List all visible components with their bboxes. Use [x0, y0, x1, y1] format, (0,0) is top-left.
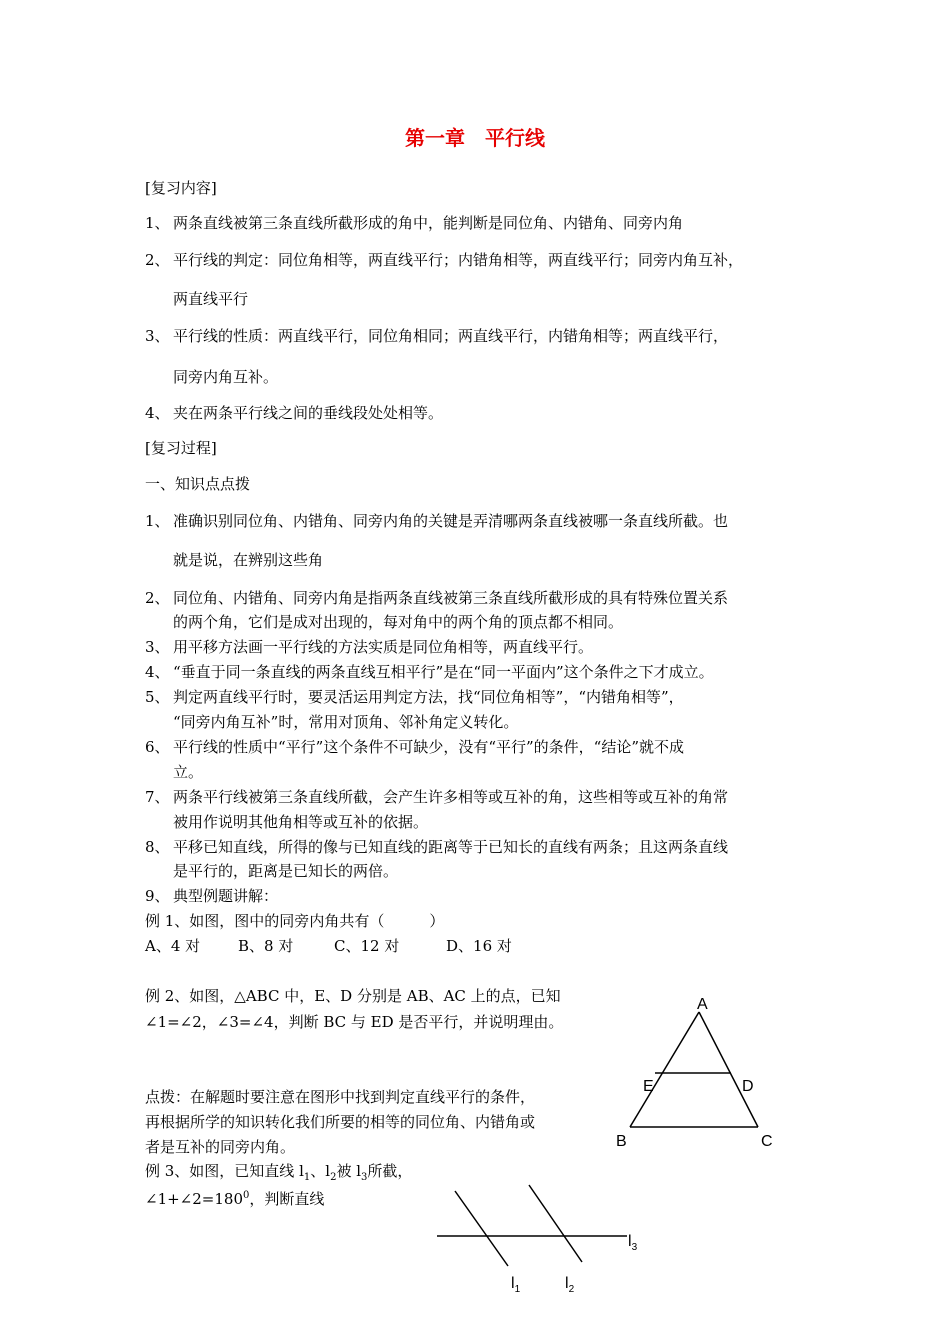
list-item-text: 平行线的判定：同位角相等，两直线平行；内错角相等，两直线平行；同旁内角互补，	[173, 251, 744, 269]
list-item-num: 2、	[145, 589, 170, 607]
list-item-num: 4、	[145, 663, 170, 681]
list-item-text: “垂直于同一条直线的两条直线互相平行”是在“同一平面内”这个条件之下才成立。	[173, 663, 714, 681]
list-item-num: 6、	[145, 738, 170, 756]
example1-option-b: B、8 对	[238, 937, 294, 955]
review-content-heading: [复习内容]	[145, 179, 217, 197]
list-item-text: 准确识别同位角、内错角、同旁内角的关键是弄清哪两条直线被哪一条直线所截。也	[173, 512, 729, 530]
label-e: E	[643, 1078, 654, 1095]
label-l3: $l_3$	[628, 1233, 638, 1254]
list-item-cont: “同旁内角互补”时，常用对顶角、邻补角定义转化。	[173, 713, 519, 731]
list-item-cont: 是平行的，距离是已知长的两倍。	[173, 862, 399, 880]
review-process-heading: [复习过程]	[145, 439, 217, 457]
example2-line1: 例 2、如图，△ABC 中，E、D 分别是 AB、AC 上的点，已知	[145, 987, 561, 1005]
list-item-text: 两条平行线被第三条直线所截，会产生许多相等或互补的角，这些相等或互补的角常	[173, 788, 729, 806]
list-item-text: 平移已知直线，所得的像与已知直线的距离等于已知长的直线有两条；且这两条直线	[173, 838, 729, 856]
example2-line2: ∠1=∠2，∠3=∠4，判断 BC 与 ED 是否平行，并说明理由。	[145, 1013, 564, 1031]
example3-line1: 例 3、如图，已知直线 $l_1$、$l_2$被 $l_3$所截，	[145, 1162, 413, 1183]
list-item-num: 9、	[145, 887, 170, 905]
list-item-text: 用平移方法画一平行线的方法实质是同位角相等，两直线平行。	[173, 638, 594, 656]
list-item-num: 3、	[145, 327, 170, 345]
example2-hint-line: 再根据所学的知识转化我们所要的相等的同位角、内错角或	[145, 1113, 536, 1131]
list-item-cont: 立。	[173, 763, 204, 781]
list-item-num: 5、	[145, 688, 170, 706]
example1-question: 例 1、如图，图中的同旁内角共有（ ）	[145, 912, 445, 930]
list-item-cont: 同旁内角互补。	[173, 368, 279, 386]
list-item-num: 7、	[145, 788, 170, 806]
list-item-cont: 两直线平行	[173, 290, 249, 308]
list-item-num: 1、	[145, 214, 170, 232]
list-item-text: 同位角、内错角、同旁内角是指两条直线被第三条直线所截形成的具有特殊位置关系	[173, 589, 729, 607]
label-c: C	[761, 1133, 773, 1150]
example3-line2: $\angle 1+\angle 2=180^0$，判断直线	[145, 1190, 325, 1208]
list-item-text: 平行线的性质：两直线平行，同位角相同；两直线平行，内错角相等；两直线平行，	[173, 327, 729, 345]
section-heading: 一、知识点点拨	[145, 475, 251, 493]
list-item-text: 判定两直线平行时，要灵活运用判定方法，找“同位角相等”，“内错角相等”，	[173, 688, 684, 706]
example2-hint-line: 者是互补的同旁内角。	[145, 1138, 296, 1156]
list-item-text: 平行线的性质中“平行”这个条件不可缺少，没有“平行”的条件，“结论”就不成	[173, 738, 685, 756]
label-d: D	[742, 1078, 754, 1095]
label-b: B	[616, 1133, 627, 1150]
list-item-num: 4、	[145, 404, 170, 422]
list-item-text: 典型例题讲解：	[173, 887, 279, 905]
list-item-text: 两条直线被第三条直线所截形成的角中，能判断是同位角、内错角、同旁内角	[173, 214, 684, 232]
label-l2: $l_2$	[565, 1275, 575, 1296]
list-item-cont: 就是说，在辨别这些角	[173, 551, 324, 569]
example1-option-c: C、12 对	[334, 937, 400, 955]
example1-option-a: A、4 对	[145, 937, 201, 955]
list-item-num: 1、	[145, 512, 170, 530]
list-item-num: 3、	[145, 638, 170, 656]
example1-option-d: D、16 对	[446, 937, 512, 955]
label-l1: $l_1$	[511, 1275, 521, 1296]
list-item-num: 8、	[145, 838, 170, 856]
page-title: 第一章 平行线	[405, 126, 545, 150]
list-item-cont: 被用作说明其他角相等或互补的依据。	[173, 813, 429, 831]
list-item-cont: 的两个角，它们是成对出现的，每对角中的两个角的顶点都不相同。	[173, 613, 624, 631]
list-item-num: 2、	[145, 251, 170, 269]
example2-hint-line: 点拨：在解题时要注意在图形中找到判定直线平行的条件，	[145, 1088, 536, 1106]
label-a: A	[697, 996, 708, 1013]
list-item-text: 夹在两条平行线之间的垂线段处处相等。	[173, 404, 444, 422]
